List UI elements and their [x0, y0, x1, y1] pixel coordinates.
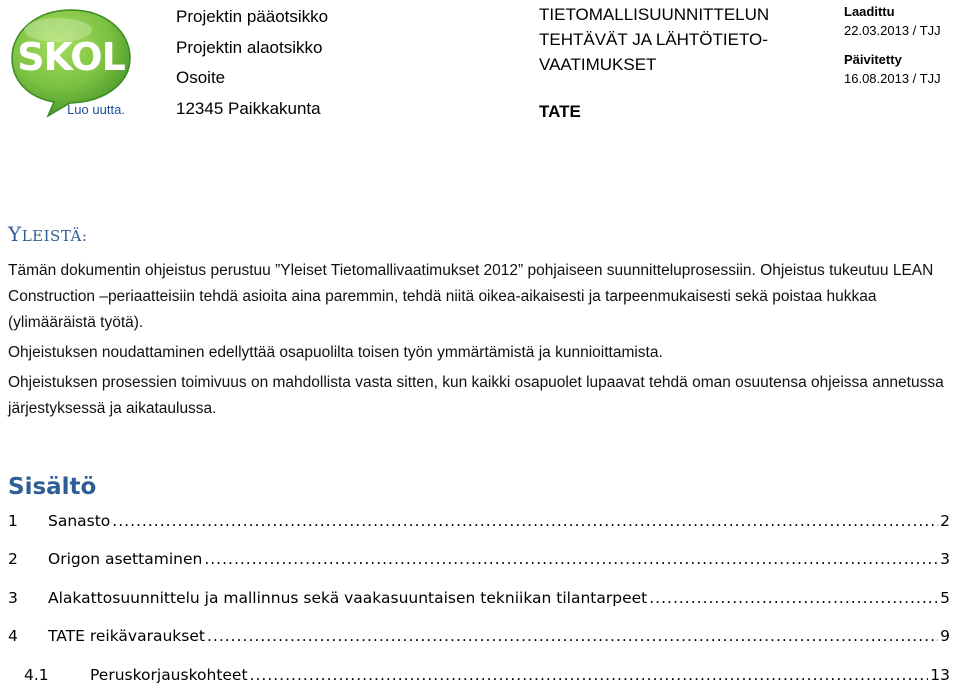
toc-entry-number: 2	[8, 550, 18, 568]
toc-entry-page: 3	[940, 550, 950, 568]
project-subtitle: Projektin alaotsikko	[176, 37, 323, 57]
toc-entry-title: Peruskorjauskohteet	[90, 666, 248, 684]
project-address: Osoite	[176, 68, 226, 87]
skol-logo	[8, 6, 134, 118]
toc-entry-page: 5	[940, 589, 950, 607]
created-label: Laadittu	[844, 4, 895, 19]
logo-tagline: Luo uutta.	[67, 102, 125, 117]
header-project-info	[176, 2, 328, 124]
doc-title-line-1: TIETOMALLISUUNNITTELUN	[539, 5, 770, 24]
toc-entry-title: Sanasto	[48, 512, 111, 530]
toc-entry[interactable]	[8, 589, 950, 613]
project-main-title: Projektin pääotsikko	[176, 7, 329, 26]
updated-label: Päivitetty	[844, 52, 902, 67]
section-title-rest: LEISTÄ:	[21, 227, 88, 245]
toc-entry-page: 9	[940, 627, 950, 645]
doc-title-line-3: VAATIMUKSET	[539, 55, 657, 74]
header-document-title	[539, 2, 769, 124]
general-body	[8, 258, 948, 422]
toc-entry-number: 4.1	[24, 666, 49, 684]
created-value: 22.03.2013 / TJJ	[844, 23, 941, 38]
paragraph-3: Ohjeistuksen prosessien toimivuus on mahdollista vasta sitten, kun kaikki osapuolet lupaavat tehdä oman osuutensa ohjeissa annetussa järjestyksessä ja aikataulussa.	[8, 374, 944, 417]
toc-entry-page: 2	[940, 512, 950, 530]
paragraph-1: Tämän dokumentin ohjeistus perustuu ”Yleiset Tietomallivaatimukset 2012” pohjaiseen suunnitteluprosessiin. Ohjeistus tukeutuu LEAN Construction –periaatteisiin tehdä asioita aina paremmin, tehdä niitä oikea-aikaisesti ja tarpeenmukaisesti sekä poistaa hukkaa (ylimääräistä työtä).	[8, 262, 934, 331]
toc-entry[interactable]	[8, 627, 950, 651]
toc-heading: Sisältö	[8, 474, 97, 500]
toc-entry-title: Alakattosuunnittelu ja mallinnus sekä vaakasuuntaisen tekniikan tilantarpeet	[48, 589, 648, 607]
toc-entry-page: 13	[930, 666, 950, 684]
toc-entry[interactable]	[24, 666, 950, 690]
header-dates	[844, 2, 941, 88]
toc-entry-title: TATE reikävaraukset	[48, 627, 205, 645]
toc-leader-dots	[204, 550, 938, 568]
doc-subtitle: TATE	[539, 102, 581, 121]
toc-leader-dots	[649, 589, 938, 607]
toc-entry-title: Origon asettaminen	[48, 550, 203, 568]
toc-entry-number: 3	[8, 589, 18, 607]
toc-entry-number: 4	[8, 627, 18, 645]
section-title-first-letter: Y	[8, 222, 22, 246]
toc-leader-dots	[112, 512, 938, 530]
logo-brand: SKOL	[17, 35, 125, 79]
section-title-general	[8, 222, 87, 246]
doc-title-line-2: TEHTÄVÄT JA LÄHTÖTIETO-	[539, 30, 768, 49]
toc-leader-dots	[207, 627, 938, 645]
toc-leader-dots	[250, 666, 929, 684]
toc-entry[interactable]	[8, 550, 950, 574]
toc-entry[interactable]	[8, 512, 950, 536]
toc-entry-number: 1	[8, 512, 18, 530]
paragraph-2: Ohjeistuksen noudattaminen edellyttää osapuolilta toisen työn ymmärtämistä ja kunnioittamista.	[8, 344, 663, 361]
updated-value: 16.08.2013 / TJJ	[844, 71, 941, 86]
project-city: 12345 Paikkakunta	[176, 98, 321, 118]
